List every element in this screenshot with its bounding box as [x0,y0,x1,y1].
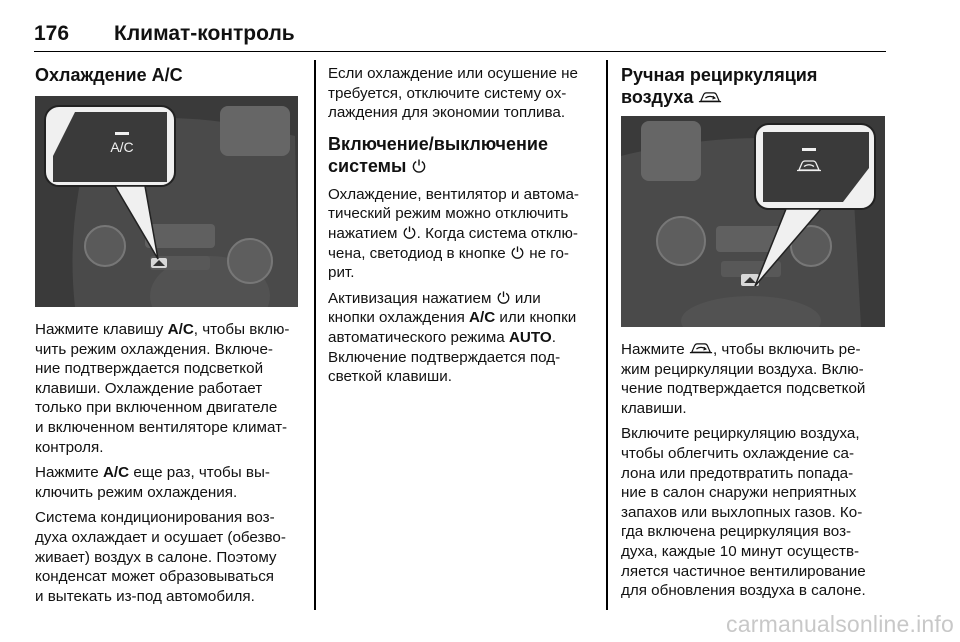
right-column-text [621,340,889,607]
recirculation-button-figure [621,116,885,327]
watermark: carmanualsonline.info [726,611,954,637]
power-icon [496,290,511,305]
page-title: Климат-контроль [114,22,295,45]
power-icon [510,245,525,260]
middle-column [328,64,600,393]
column-divider-2 [606,60,608,610]
section-heading-system-toggle: Включение/выключение системы [328,133,548,176]
page-number: 176 [34,22,70,45]
right-paragraph-1: Нажмите , чтобы включить ре- жим рециркуляции воздуха. Вклю- чение подтверждается подсветкой клавиши. [621,341,866,417]
left-paragraph-2: Нажмите A/C еще раз, чтобы вы- ключить режим охлаждения. [35,464,270,501]
left-paragraph-1: Нажмите клавишу A/C, чтобы вклю- чить режим охлаждения. Включе- ние подтверждается подсветкой клавиши. Охлаждение работает только при включенном двигателе и включенном вентиляторе климат- контроля. [35,321,290,456]
middle-paragraph-2: Охлаждение, вентилятор и автома- тический режим можно отключить нажатием . Когда система отклю- чена, светодиод в кнопке не го- рит. [328,185,579,282]
middle-paragraph-1: Если охлаждение или осушение не требуется, отключите систему ох- лаждения для экономии топлива. [328,65,578,122]
section-heading-recirculation: Ручная рециркуляция воздуха [621,65,818,107]
recirculation-icon [689,341,713,356]
right-column [621,64,889,116]
right-paragraph-2: Включите рециркуляцию воздуха, чтобы облегчить охлаждение са- лона или предотвратить попада- ние в салон снаружи неприятных запахов или выхлопных газов. Ко- гда включена рециркуляция воз- духа, каждые 10 минут осуществ- ляется частичное вентилирование для обновления воздуха в салоне. [621,425,866,600]
figure-ac-label: A/C [110,139,134,155]
recirculation-icon [698,90,722,105]
power-icon [402,225,417,240]
left-column [35,64,307,94]
middle-paragraph-3: Активизация нажатием или кнопки охлаждения A/C или кнопки автоматического режима AUTO. Включение подтверждается под- светкой клавиши. [328,289,577,386]
section-heading-ac: Охлаждение A/C [35,65,183,85]
column-divider-1 [314,60,316,610]
left-paragraph-3: Система кондиционирования воз- духа охлаждает и осушает (обезво- живает) воздух в салоне. Поэтому конденсат может образовываться и вытекать из-под автомобиля. [35,509,286,605]
page-header [34,18,886,52]
power-icon [411,158,427,174]
left-column-text [35,320,307,612]
ac-button-figure [35,96,298,307]
